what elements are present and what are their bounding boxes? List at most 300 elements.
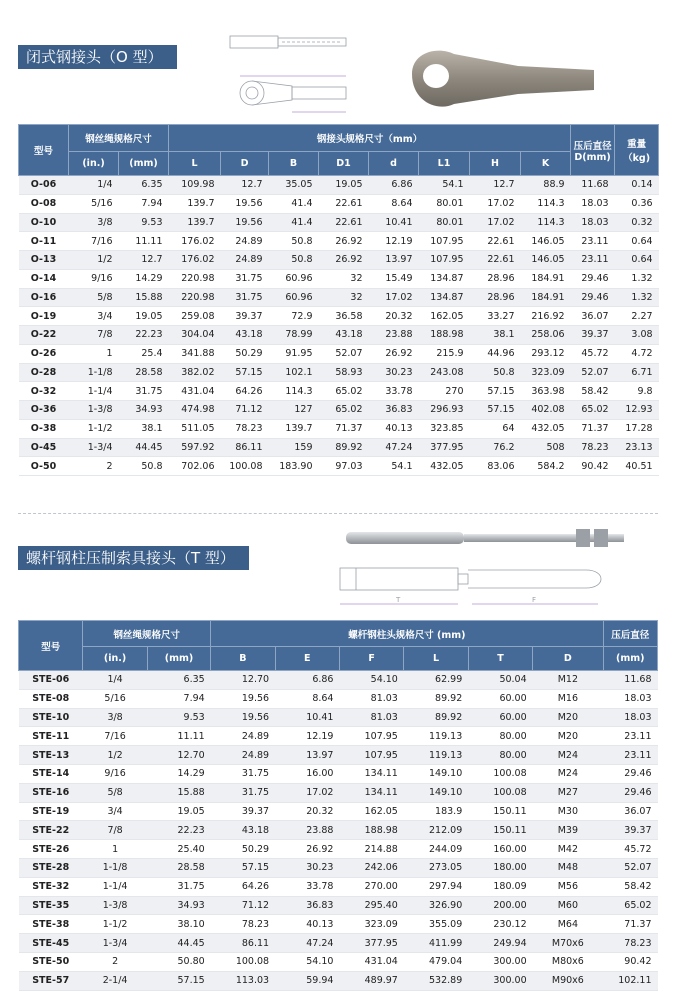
table-cell: 12.7 — [119, 251, 169, 270]
table-cell: 12.70 — [147, 746, 210, 765]
table-row — [19, 746, 658, 765]
table-cell: 41.4 — [269, 213, 319, 232]
table-cell: 31.75 — [119, 382, 169, 401]
table-cell: 180.09 — [468, 877, 532, 896]
table-cell: 2 — [83, 952, 147, 971]
table-cell: 17.02 — [275, 783, 339, 802]
table-cell: 29.46 — [571, 288, 615, 307]
table-cell: 107.95 — [339, 746, 403, 765]
model-cell: O-14 — [19, 269, 69, 288]
table-cell: 1/4 — [83, 671, 147, 690]
table-cell: 12.7 — [221, 176, 269, 195]
table-cell: 243.08 — [419, 363, 470, 382]
table-row — [19, 213, 659, 232]
table-row — [19, 438, 659, 457]
table-cell: 16.00 — [275, 764, 339, 783]
model-cell: STE-19 — [19, 802, 83, 821]
table-cell: 89.92 — [404, 708, 468, 727]
table-cell: 28.58 — [119, 363, 169, 382]
o-type-spec-table — [18, 124, 659, 476]
model-cell: O-10 — [19, 213, 69, 232]
header-joint-spec: 钢接头规格尺寸（mm） — [169, 125, 571, 152]
table-cell: 11.68 — [603, 671, 657, 690]
table-cell: M16 — [533, 689, 603, 708]
table-cell: 3/8 — [83, 708, 147, 727]
table-cell: 139.7 — [169, 194, 221, 213]
table-cell: 23.88 — [369, 326, 419, 345]
table-cell: 5/16 — [69, 194, 119, 213]
header-col-d1: D1 — [319, 152, 369, 176]
table-cell: 78.23 — [571, 438, 615, 457]
header-inch: (in.) — [69, 152, 119, 176]
table-cell: 10.41 — [369, 213, 419, 232]
table-cell: 216.92 — [521, 307, 571, 326]
table-cell: 1.32 — [615, 269, 659, 288]
model-cell: O-16 — [19, 288, 69, 307]
table-cell: 90.42 — [603, 952, 657, 971]
model-cell: O-26 — [19, 344, 69, 363]
table-cell: 23.11 — [571, 251, 615, 270]
table-cell: 382.02 — [169, 363, 221, 382]
table-cell: 323.09 — [521, 363, 571, 382]
table-row — [19, 915, 658, 934]
table-cell: 363.98 — [521, 382, 571, 401]
table-cell: 20.32 — [369, 307, 419, 326]
table-cell: 44.45 — [147, 934, 210, 953]
table-cell: 0.32 — [615, 213, 659, 232]
header-model: 型号 — [19, 125, 69, 176]
table-row — [19, 783, 658, 802]
table-cell: 22.61 — [470, 251, 521, 270]
table-cell: 162.05 — [339, 802, 403, 821]
table-cell: 8.64 — [369, 194, 419, 213]
section-title-t-type: 螺杆钢柱压制索具接头（T 型） — [18, 546, 249, 570]
model-cell: STE-35 — [19, 896, 83, 915]
table-cell: M20 — [533, 727, 603, 746]
table-cell: 17.28 — [615, 419, 659, 438]
table-cell: 34.93 — [119, 401, 169, 420]
table-cell: 31.75 — [211, 783, 275, 802]
model-cell: STE-14 — [19, 764, 83, 783]
table-cell: 17.02 — [470, 194, 521, 213]
table-cell: 28.58 — [147, 858, 210, 877]
table-cell: 36.07 — [571, 307, 615, 326]
table-cell: 57.15 — [211, 858, 275, 877]
table-cell: 71.37 — [319, 419, 369, 438]
table-cell: 432.05 — [521, 419, 571, 438]
table-cell: 134.11 — [339, 783, 403, 802]
table-cell: 249.94 — [468, 934, 532, 953]
table-cell: 54.10 — [339, 671, 403, 690]
table-cell: 72.9 — [269, 307, 319, 326]
table-cell: 52.07 — [319, 344, 369, 363]
table-cell: 11.11 — [119, 232, 169, 251]
table-cell: 38.1 — [470, 326, 521, 345]
table-cell: 38.1 — [119, 419, 169, 438]
o-type-technical-drawing — [222, 28, 360, 120]
table-cell: 0.14 — [615, 176, 659, 195]
header-col-d: D — [221, 152, 269, 176]
table-cell: 139.7 — [169, 213, 221, 232]
table-cell: 1 — [69, 344, 119, 363]
table-cell: 64 — [470, 419, 521, 438]
table-cell: 26.92 — [275, 840, 339, 859]
table-cell: 0.64 — [615, 251, 659, 270]
table-cell: 109.98 — [169, 176, 221, 195]
table-cell: 7.94 — [119, 194, 169, 213]
table-cell: 702.06 — [169, 457, 221, 476]
table-cell: 4.72 — [615, 344, 659, 363]
table-cell: 150.11 — [468, 802, 532, 821]
table-cell: 19.05 — [319, 176, 369, 195]
table-cell: 9/16 — [69, 269, 119, 288]
table-cell: 44.45 — [119, 438, 169, 457]
table-row — [19, 952, 658, 971]
table-cell: 12.70 — [211, 671, 275, 690]
table-cell: 9.8 — [615, 382, 659, 401]
table-cell: 102.11 — [603, 971, 657, 990]
table-cell: 13.97 — [369, 251, 419, 270]
table-cell: 54.10 — [275, 952, 339, 971]
table-cell: 3/4 — [69, 307, 119, 326]
table-row — [19, 382, 659, 401]
table-cell: 107.95 — [419, 232, 470, 251]
table-cell: 149.10 — [404, 783, 468, 802]
table-cell: 295.40 — [339, 896, 403, 915]
table-cell: 23.11 — [571, 232, 615, 251]
table-cell: 65.02 — [319, 401, 369, 420]
table-cell: 184.91 — [521, 269, 571, 288]
table-cell: 29.46 — [603, 764, 657, 783]
model-cell: O-22 — [19, 326, 69, 345]
table-cell: 139.7 — [269, 419, 319, 438]
table-cell: 23.88 — [275, 821, 339, 840]
table-cell: 89.92 — [404, 689, 468, 708]
table-cell: 326.90 — [404, 896, 468, 915]
table-cell: 432.05 — [419, 457, 470, 476]
table-cell: 50.80 — [147, 952, 210, 971]
table-row — [19, 971, 658, 990]
table-cell: 39.37 — [603, 821, 657, 840]
table-row — [19, 821, 658, 840]
model-cell: STE-32 — [19, 877, 83, 896]
table-cell: 57.15 — [470, 382, 521, 401]
table-cell: 323.85 — [419, 419, 470, 438]
table-cell: 24.89 — [211, 727, 275, 746]
header-col-h: H — [470, 152, 521, 176]
table-cell: 28.96 — [470, 288, 521, 307]
table-cell: 12.19 — [275, 727, 339, 746]
table-cell: 300.00 — [468, 971, 532, 990]
table-cell: 479.04 — [404, 952, 468, 971]
header-col-f: F — [339, 647, 403, 671]
header-mm: (mm) — [147, 647, 210, 671]
table-cell: 80.01 — [419, 213, 470, 232]
table-cell: 43.18 — [211, 821, 275, 840]
header-rope-spec: 钢丝绳规格尺寸 — [69, 125, 169, 152]
table-cell: 25.4 — [119, 344, 169, 363]
table-cell: 3/4 — [83, 802, 147, 821]
table-cell: 183.9 — [404, 802, 468, 821]
table-cell: 146.05 — [521, 251, 571, 270]
table-cell: 114.3 — [521, 194, 571, 213]
table-cell: 18.03 — [571, 194, 615, 213]
table-cell: 31.75 — [221, 269, 269, 288]
table-row — [19, 363, 659, 382]
table-row — [19, 764, 658, 783]
table-cell: 12.19 — [369, 232, 419, 251]
table-cell: 184.91 — [521, 288, 571, 307]
table-cell: 474.98 — [169, 401, 221, 420]
table-cell: 38.10 — [147, 915, 210, 934]
table-cell: 40.13 — [369, 419, 419, 438]
table-cell: 100.08 — [211, 952, 275, 971]
table-cell: 11.68 — [571, 176, 615, 195]
table-cell: 6.71 — [615, 363, 659, 382]
table-cell: 39.37 — [221, 307, 269, 326]
table-row — [19, 194, 659, 213]
table-cell: 86.11 — [211, 934, 275, 953]
table-cell: 532.89 — [404, 971, 468, 990]
table-cell: 52.07 — [571, 363, 615, 382]
table-cell: 60.00 — [468, 689, 532, 708]
model-cell: O-11 — [19, 232, 69, 251]
header-col-e: E — [275, 647, 339, 671]
table-cell: 36.83 — [369, 401, 419, 420]
table-cell: 119.13 — [404, 746, 468, 765]
table-cell: 90.42 — [571, 457, 615, 476]
table-cell: 12.93 — [615, 401, 659, 420]
table-cell: 34.93 — [147, 896, 210, 915]
table-cell: 22.61 — [319, 213, 369, 232]
table-cell: 58.93 — [319, 363, 369, 382]
table-cell: 1.32 — [615, 288, 659, 307]
table-cell: 17.02 — [369, 288, 419, 307]
table-cell: 36.58 — [319, 307, 369, 326]
table-cell: 1-1/2 — [83, 915, 147, 934]
table-cell: 91.95 — [269, 344, 319, 363]
table-cell: 1 — [83, 840, 147, 859]
model-cell: STE-57 — [19, 971, 83, 990]
table-cell: 32 — [319, 269, 369, 288]
table-cell: 304.04 — [169, 326, 221, 345]
table-cell: 60.00 — [468, 708, 532, 727]
table-row — [19, 251, 659, 270]
table-cell: 31.75 — [221, 288, 269, 307]
table-cell: 100.08 — [468, 783, 532, 802]
model-cell: O-45 — [19, 438, 69, 457]
table-cell: M56 — [533, 877, 603, 896]
table-cell: 3/8 — [69, 213, 119, 232]
table-cell: 1-3/8 — [83, 896, 147, 915]
table-cell: 107.95 — [339, 727, 403, 746]
table-cell: 273.05 — [404, 858, 468, 877]
table-cell: 18.03 — [603, 708, 657, 727]
header-col-b: B — [269, 152, 319, 176]
table-cell: 78.99 — [269, 326, 319, 345]
table-cell: 43.18 — [221, 326, 269, 345]
table-cell: 7/16 — [83, 727, 147, 746]
header-inch: (in.) — [83, 647, 147, 671]
table-cell: 259.08 — [169, 307, 221, 326]
table-cell: 296.93 — [419, 401, 470, 420]
table-cell: 54.1 — [369, 457, 419, 476]
table-cell: 215.9 — [419, 344, 470, 363]
table-cell: 14.29 — [119, 269, 169, 288]
table-cell: M80x6 — [533, 952, 603, 971]
table-row — [19, 858, 658, 877]
table-cell: 1-3/8 — [69, 401, 119, 420]
table-cell: 597.92 — [169, 438, 221, 457]
table-cell: 14.29 — [147, 764, 210, 783]
table-cell: 57.15 — [221, 363, 269, 382]
table-cell: 15.49 — [369, 269, 419, 288]
model-cell: O-38 — [19, 419, 69, 438]
table-cell: 41.4 — [269, 194, 319, 213]
table-cell: 102.1 — [269, 363, 319, 382]
model-cell: O-28 — [19, 363, 69, 382]
table-cell: M60 — [533, 896, 603, 915]
table-cell: 76.2 — [470, 438, 521, 457]
table-cell: 30.23 — [275, 858, 339, 877]
table-cell: 411.99 — [404, 934, 468, 953]
table-cell: M24 — [533, 746, 603, 765]
table-cell: 52.07 — [603, 858, 657, 877]
table-cell: 6.86 — [369, 176, 419, 195]
table-cell: 212.09 — [404, 821, 468, 840]
table-cell: 220.98 — [169, 269, 221, 288]
table-cell: M20 — [533, 708, 603, 727]
model-cell: O-32 — [19, 382, 69, 401]
header-weight: 重量（kg) — [615, 125, 659, 176]
table-cell: 23.11 — [603, 746, 657, 765]
header-press-diameter-unit: (mm) — [603, 647, 657, 671]
table-cell: 7.94 — [147, 689, 210, 708]
table-cell: 50.8 — [470, 363, 521, 382]
table-cell: 30.23 — [369, 363, 419, 382]
table-cell: 160.00 — [468, 840, 532, 859]
table-cell: 78.23 — [603, 934, 657, 953]
table-row — [19, 934, 658, 953]
table-cell: 377.95 — [339, 934, 403, 953]
table-cell: 24.89 — [221, 232, 269, 251]
model-cell: O-50 — [19, 457, 69, 476]
table-cell: 50.29 — [211, 840, 275, 859]
table-cell: 19.56 — [221, 213, 269, 232]
table-cell: M30 — [533, 802, 603, 821]
table-cell: 31.75 — [211, 764, 275, 783]
table-cell: 1/2 — [69, 251, 119, 270]
table-cell: 29.46 — [571, 269, 615, 288]
table-cell: 188.98 — [419, 326, 470, 345]
table-cell: 180.00 — [468, 858, 532, 877]
model-cell: STE-45 — [19, 934, 83, 953]
table-cell: 40.13 — [275, 915, 339, 934]
table-cell: 22.61 — [470, 232, 521, 251]
table-cell: 65.02 — [603, 896, 657, 915]
table-cell: 214.88 — [339, 840, 403, 859]
table-cell: 17.02 — [470, 213, 521, 232]
model-cell: STE-22 — [19, 821, 83, 840]
table-cell: M42 — [533, 840, 603, 859]
model-cell: O-06 — [19, 176, 69, 195]
header-mm: (mm) — [119, 152, 169, 176]
table-cell: 25.40 — [147, 840, 210, 859]
model-cell: STE-11 — [19, 727, 83, 746]
table-cell: 65.02 — [319, 382, 369, 401]
model-cell: STE-26 — [19, 840, 83, 859]
model-cell: STE-10 — [19, 708, 83, 727]
table-cell: 28.96 — [470, 269, 521, 288]
header-press-diameter: 压后直径D(mm) — [571, 125, 615, 176]
table-cell: 24.89 — [221, 251, 269, 270]
table-cell: 39.37 — [211, 802, 275, 821]
table-cell: 18.03 — [571, 213, 615, 232]
table-cell: 19.05 — [147, 802, 210, 821]
table-cell: 32 — [319, 288, 369, 307]
table-cell: 22.61 — [319, 194, 369, 213]
table-row — [19, 419, 659, 438]
table-row — [19, 176, 659, 195]
header-joint-spec: 螺杆钢柱头规格尺寸 (mm) — [211, 621, 603, 647]
table-row — [19, 802, 658, 821]
table-cell: 65.02 — [571, 401, 615, 420]
t-type-joint-photo — [344, 524, 628, 552]
table-cell: M12 — [533, 671, 603, 690]
table-cell: 0.36 — [615, 194, 659, 213]
table-cell: 1-1/8 — [83, 858, 147, 877]
table-cell: 47.24 — [275, 934, 339, 953]
table-cell: 134.11 — [339, 764, 403, 783]
table-cell: 50.04 — [468, 671, 532, 690]
header-col-l: L — [169, 152, 221, 176]
table-cell: 57.15 — [470, 401, 521, 420]
table-cell: 33.27 — [470, 307, 521, 326]
table-cell: 81.03 — [339, 689, 403, 708]
table-cell: 50.8 — [119, 457, 169, 476]
table-row — [19, 457, 659, 476]
table-cell: 176.02 — [169, 251, 221, 270]
table-cell: 45.72 — [571, 344, 615, 363]
table-cell: 270 — [419, 382, 470, 401]
table-cell: 59.94 — [275, 971, 339, 990]
table-cell: 78.23 — [221, 419, 269, 438]
model-cell: STE-08 — [19, 689, 83, 708]
table-cell: 22.23 — [119, 326, 169, 345]
table-cell: 44.96 — [470, 344, 521, 363]
table-cell: 149.10 — [404, 764, 468, 783]
table-cell: 60.96 — [269, 269, 319, 288]
table-row — [19, 840, 658, 859]
table-cell: 159 — [269, 438, 319, 457]
table-cell: 1-1/4 — [69, 382, 119, 401]
model-cell: STE-06 — [19, 671, 83, 690]
header-col-small-d: d — [369, 152, 419, 176]
table-cell: 188.98 — [339, 821, 403, 840]
table-cell: 1/2 — [83, 746, 147, 765]
table-cell: 19.56 — [211, 708, 275, 727]
table-cell: 220.98 — [169, 288, 221, 307]
table-cell: 258.06 — [521, 326, 571, 345]
table-cell: 341.88 — [169, 344, 221, 363]
table-cell: 489.97 — [339, 971, 403, 990]
drawing-label-f: F — [532, 596, 537, 604]
table-cell: 19.56 — [211, 689, 275, 708]
table-row — [19, 708, 658, 727]
table-cell: 58.42 — [571, 382, 615, 401]
table-cell: 1-1/8 — [69, 363, 119, 382]
table-cell: 64.26 — [221, 382, 269, 401]
